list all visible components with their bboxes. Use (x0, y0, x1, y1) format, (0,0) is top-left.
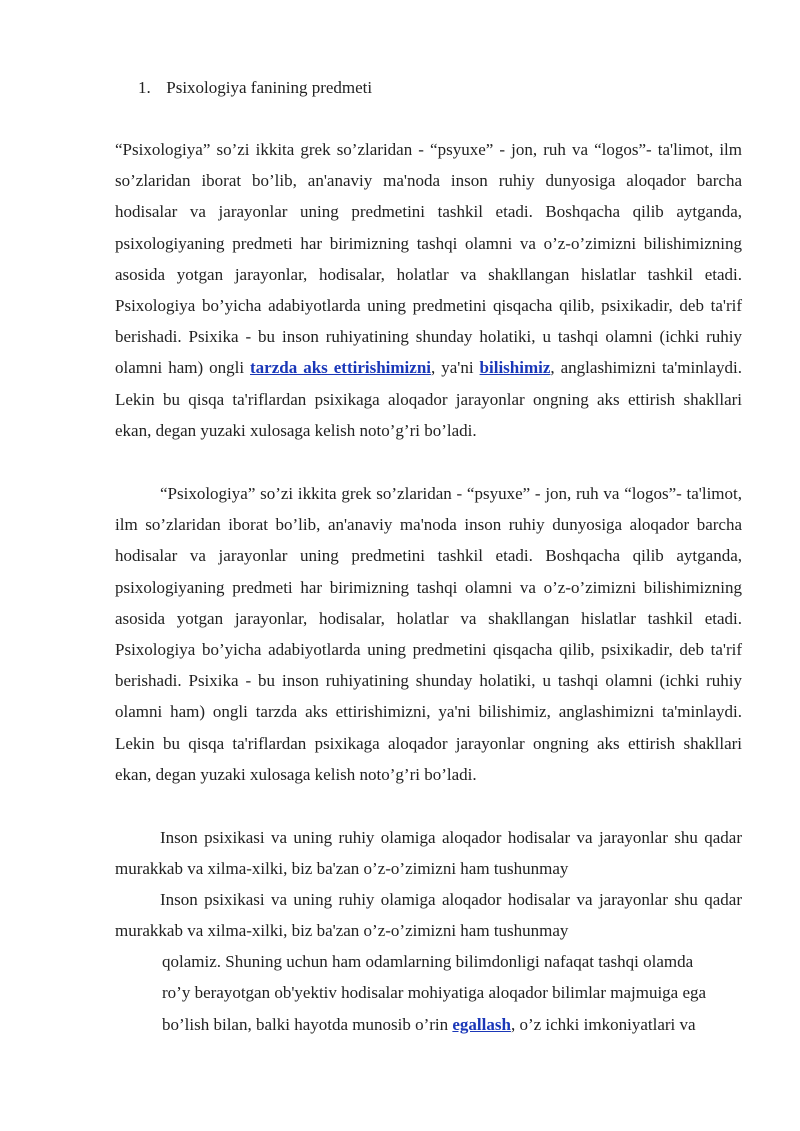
paragraph-1 (115, 134, 742, 446)
link-tarzda-aks-ettirishimizni[interactable]: tarzda aks ettirishimizni (250, 358, 432, 378)
paragraph-2: “Psixologiya” so’zi ikkita grek so’zlaridan - “psyuxe” - jon, ruh va “logos”- ta'limot, ilm so’zlaridan iborat bo’lib, an'anaviy ma'noda inson ruhiy dunyosiga aloqador barcha hodisalar va jarayonlar uning predmetini tashkil etadi. Boshqacha qilib aytganda, psixologiyaning predmeti har birimizning tashqi olamni va o’z-o’zimizni bilishimizning asosida yotgan jarayonlar, hodisalar, holatlar va shakllangan hislatlar tashkil etadi. Psixologiya bo’yicha adabiyotlarda uning predmetini qisqacha qilib, psixikadir, deb ta'rif berishadi. Psixika - bu inson ruhiyatining shunday holatiki, u tashqi olamni (ichki ruhiy olamni ham) ongli tarzda aks ettirishimizni, ya'ni bilishimiz, anglashimizni ta'minlaydi. Lekin bu qisqa ta'riflardan psixikaga aloqador jarayonlar ongning aks ettirish shakllari ekan, degan yuzaki xulosaga kelish noto’g’ri bo’ladi. (115, 484, 742, 784)
heading-title: Psixologiya fanining predmeti (166, 78, 373, 97)
paragraph-4: Inson psixikasi va uning ruhiy olamiga aloqador hodisalar va jarayonlar shu qadar murakkab va xilma-xilki, biz ba'zan o’z-o’zimizni ham tushunmay (115, 890, 742, 941)
paragraph-1-text-a: “Psixologiya” so’zi ikkita grek so’zlaridan - “psyuxe” - jon, ruh va “logos”- ta'limot, ilm so’zlaridan iborat bo’lib, an'anaviy ma'noda inson ruhiy dunyosiga aloqador barcha hodisalar va jarayonlar uning predmetini tashkil etadi. Boshqacha qilib aytganda, psixologiyaning predmeti har birimizning tashqi olamni va o’z-o’zimizni bilishimizning asosida yotgan jarayonlar, hodisalar, holatlar va shakllangan hislatlar tashkil etadi. Psixologiya bo’yicha adabiyotlarda uning predmetini qisqacha qilib, psixikadir, deb ta'rif berishadi. Psixika - bu inson ruhiyatining shunday holatiki, u tashqi olamni (ichki ruhiy olamni ham) ongli (115, 140, 742, 378)
paragraph-1-text-b: , ya'ni (431, 358, 480, 378)
link-bilishimiz[interactable]: bilishimiz (479, 358, 551, 378)
paragraph-1-text-c: , anglashimizni ta'minlaydi. Lekin bu qisqa ta'riflardan psixikaga aloqador jarayonlar ongning aks ettirish shakllari ekan, degan yuzaki xulosaga kelish noto’g’ri bo’ladi. (115, 358, 742, 440)
continuation-line-3 (162, 1009, 742, 1040)
continuation-line-2: ro’y berayotgan ob'yektiv hodisalar mohiyatiga aloqador bilimlar majmuiga ega (162, 983, 707, 1002)
heading-number: 1. (138, 78, 151, 97)
section-heading (138, 76, 372, 100)
link-egallash[interactable]: egallash (452, 1015, 511, 1034)
continuation-line-1: qolamiz. Shuning uchun ham odamlarning bilimdonligi nafaqat tashqi olamda (162, 952, 694, 971)
continuation-line-3-text-b: , o’z ichki imkoniyatlari va (510, 1015, 696, 1034)
continuation-line-3-text-a: bo’lish bilan, balki hayotda munosib o’rin (162, 1015, 453, 1034)
paragraph-3: Inson psixikasi va uning ruhiy olamiga aloqador hodisalar va jarayonlar shu qadar murakkab va xilma-xilki, biz ba'zan o’z-o’zimizni ham tushunmay (115, 828, 742, 879)
